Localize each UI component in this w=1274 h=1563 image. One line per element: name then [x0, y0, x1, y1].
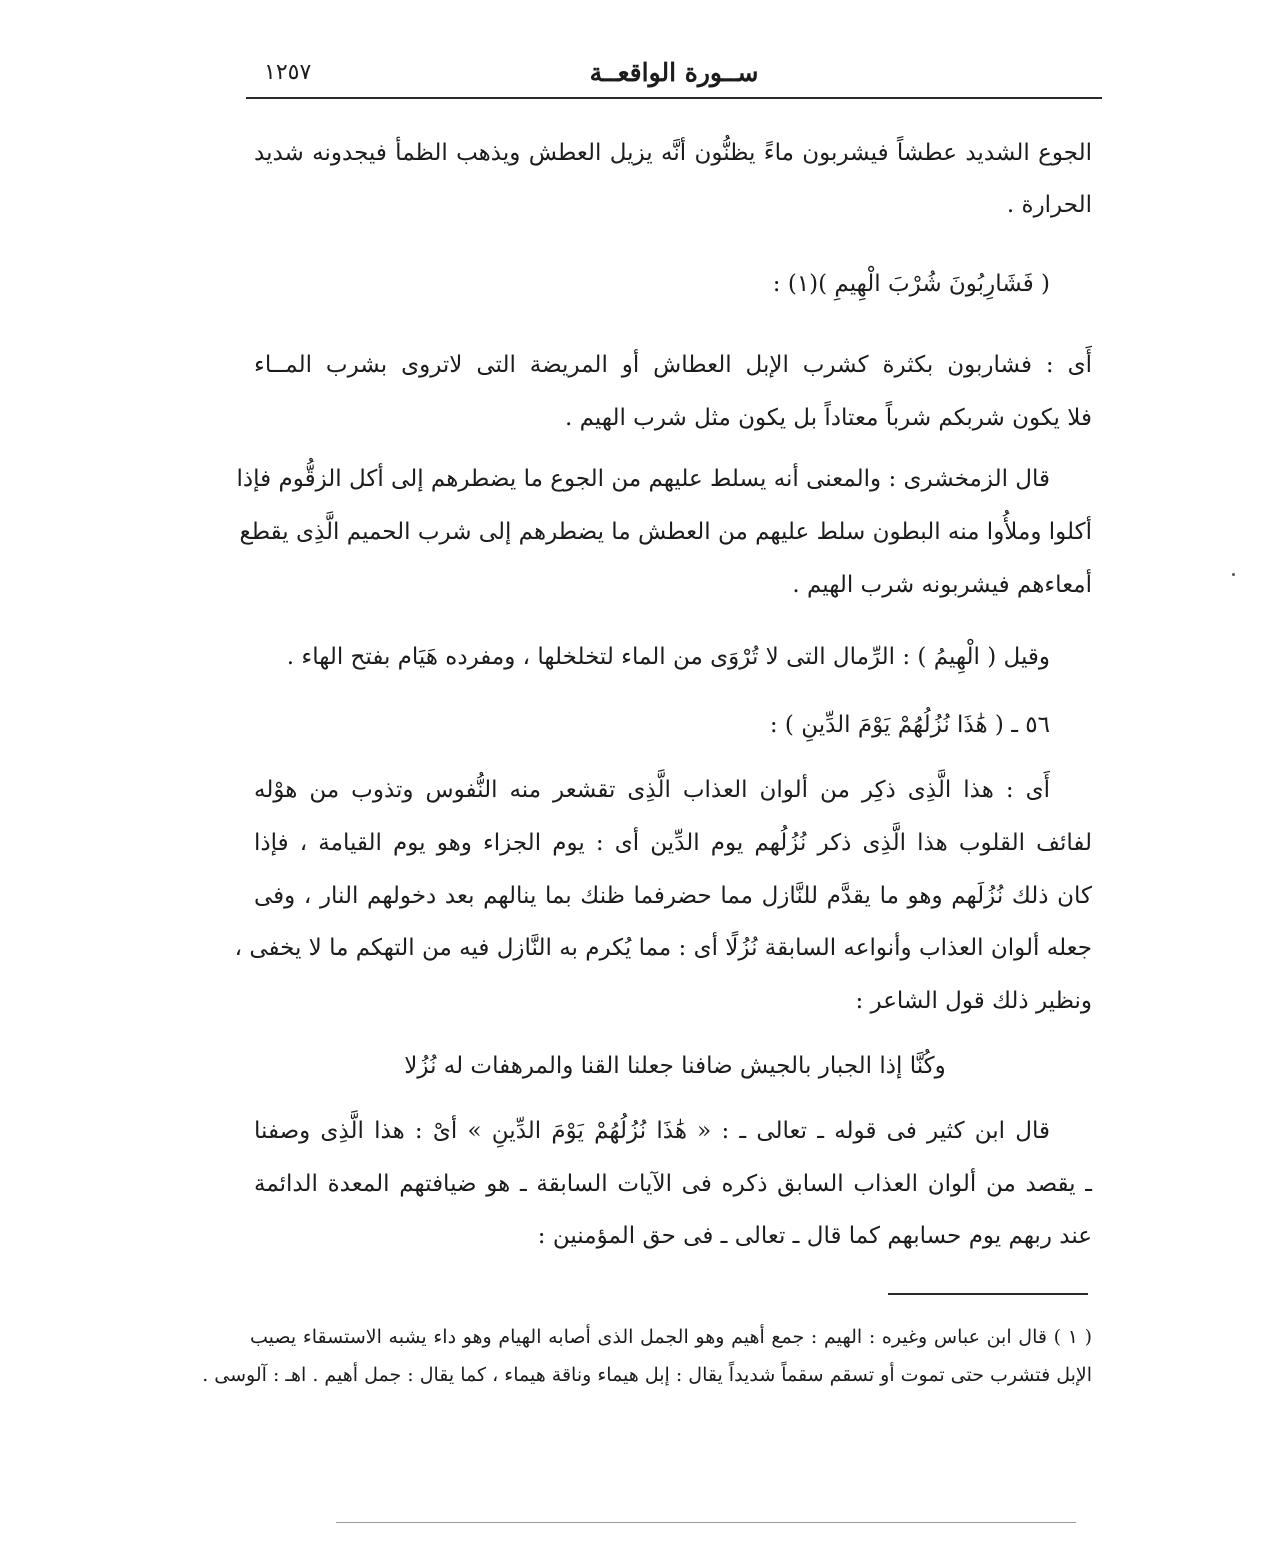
poetry-verse: وكُنَّا إذا الجبار بالجيش ضافنا جعلنا القنا والمرهفات له نُزُلا — [404, 1053, 946, 1079]
text-line: كان ذلك نُزُلَهم وهو ما يقدَّم للنَّازل مما حضرفما ظنك بما ينالهم بعد دخولهم النار ، وفى — [254, 883, 1092, 909]
text-line: لفائف القلوب هذا الَّذِى ذكر نُزُلُهم يوم الدِّين أى : يوم الجزاء وهو يوم القيامة ، فإذا — [254, 830, 1092, 856]
text-line: أمعاءهم فيشربونه شرب الهيم . — [792, 572, 1092, 598]
text-line: أكلوا وملأُوا منه البطون سلط عليهم من العطش ما يضطرهم إلى شرب الحميم الَّذِى يقطع — [239, 519, 1092, 545]
text-line: الجوع الشديد عطشاً فيشربون ماءً يظنُّون أنَّه يزيل العطش ويذهب الظمأ فيجدونه شديد — [254, 140, 1092, 166]
text-line: قال ابن كثير فى قوله ـ تعالى ـ : « هَٰذَا نُزُلُهُمْ يَوْمَ الدِّينِ » أىْ : هذا الَّذِى وصفنا — [254, 1118, 1050, 1144]
text-line: الحرارة . — [1006, 192, 1092, 218]
header-rule — [246, 97, 1102, 99]
verse-heading: ٥٦ ـ ( هَٰذَا نُزُلُهُمْ يَوْمَ الدِّينِ ) : — [769, 712, 1050, 738]
page-header — [246, 56, 1102, 100]
text-line: أَى : فشاربون بكثرة كشرب الإبل العطاش أو المريضة التى لاتروى بشرب المــاء — [254, 352, 1092, 378]
footnote-rule — [888, 1293, 1088, 1295]
text-line: أَى : هذا الَّذِى ذكِر من ألوان العذاب الَّذِى تقشعر منه النُّفوس وتذوب من هوْله — [254, 777, 1050, 803]
quran-quote: ( فَشَارِبُونَ شُرْبَ الْهِيمِ )(١) : — [772, 271, 1050, 297]
text-line: فلا يكون شربكم شرباً معتاداً بل يكون مثل شرب الهيم . — [565, 405, 1092, 431]
text-line: وقيل ( الْهِيمُ ) : الرِّمال التى لا تُرْوَى من الماء لتخلخلها ، ومفرده هَيَام بفتح الهاء . — [286, 644, 1050, 670]
text-line: عند ربهم يوم حسابهم كما قال ـ تعالى ـ فى حق المؤمنين : — [537, 1223, 1092, 1249]
text-line: قال الزمخشرى : والمعنى أنه يسلط عليهم من الجوع ما يضطرهم إلى أكل الزقُّوم فإذا — [236, 466, 1050, 492]
running-title: ســورة الواقعــة — [589, 58, 759, 87]
footnote-line: ( ١ ) قال ابن عباس وغيره : الهيم : جمع أهيم وهو الجمل الذى أصابه الهيام وهو داء يشبه الاستسقاء يصيب — [250, 1326, 1092, 1348]
text-line: جعله ألوان العذاب وأنواعه السابقة نُزُلًا أى : مما يُكرم به النَّازل فيه من التهكم ما لا يخفى ، — [234, 935, 1092, 961]
text-line: ونظير ذلك قول الشاعر : — [855, 988, 1092, 1014]
scan-edge-rule — [336, 1522, 1076, 1523]
footnote-line: الإبل فتشرب حتى تموت أو تسقم سقماً شديداً يقال : إبل هيماء وناقة هيماء ، كما يقال : جمل أهيم . اهـ : آلوسى . — [202, 1364, 1092, 1386]
text-line: ـ يقصد من ألوان العذاب السابق ذكره فى الآيات السابقة ـ هو ضيافتهم المعدة الدائمة — [254, 1171, 1092, 1197]
scan-speck — [1232, 573, 1235, 576]
page-number: ١٢٥٧ — [264, 60, 312, 85]
